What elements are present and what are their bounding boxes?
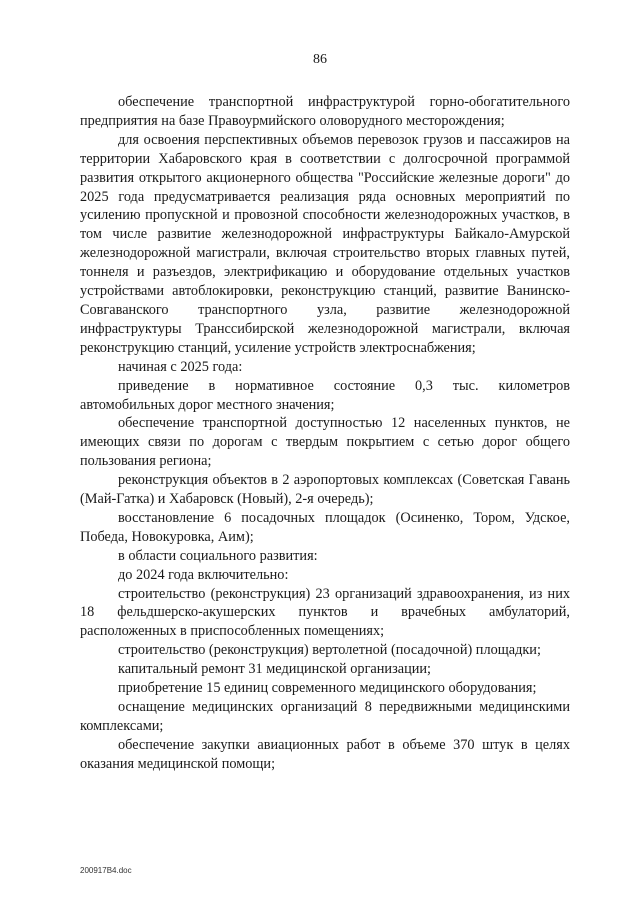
paragraph: до 2024 года включительно: (118, 566, 289, 583)
paragraph: оснащение медицинских организаций 8 передвижными медицинскими комплексами; (80, 699, 570, 734)
paragraph: строительство (реконструкция) 23 организаций здравоохранения, из них 18 фельдшерско-акушерских пунктов и врачебных амбулаторий, расположенных в приспособленных помещениях; (80, 585, 570, 640)
file-name-footer: 200917В4.doc (80, 866, 132, 875)
paragraph: начиная с 2025 года: (118, 358, 243, 375)
paragraph: капитальный ремонт 31 медицинской организации; (118, 661, 432, 678)
paragraph: реконструкция объектов в 2 аэропортовых комплексах (Советская Гавань (Май-Гатка) и Хабаровск (Новый), 2-я очередь); (80, 472, 570, 508)
paragraph: восстановление 6 посадочных площадок (Осиненко, Тором, Удское, Победа, Новокуровка, Аим); (80, 509, 570, 545)
paragraph: приобретение 15 единиц современного медицинского оборудования; (118, 680, 537, 697)
paragraph: в области социального развития: (118, 547, 318, 564)
paragraph: обеспечение транспортной доступностью 12 населенных пунктов, не имеющих связи по дорогам с твердым покрытием с сетью дорог общего пользования региона; (80, 415, 570, 470)
paragraph: обеспечение закупки авиационных работ в объеме 370 штук в целях оказания медицинской помощи; (80, 736, 570, 772)
paragraph: обеспечение транспортной инфраструктурой горно-обогатительного предприятия на базе Правоурмийского оловорудного месторождения; (80, 94, 570, 129)
paragraph: приведение в нормативное состояние 0,3 тыс. километров автомобильных дорог местного значения; (80, 377, 570, 413)
paragraph: строительство (реконструкция) вертолетной (посадочной) площадки; (118, 642, 541, 659)
document-body (80, 93, 570, 774)
page-number: 86 (313, 52, 327, 67)
paragraph: для освоения перспективных объемов перевозок грузов и пассажиров на территории Хабаровского края в соответствии с долгосрочной программой развития открытого акционерного общества "Российские железные дороги" до 2025 года предусматривается реализация ряда основных мероприятий по усилению пропускной и провозной способности железнодорожных участков, в том числе развитие железнодорожной инфраструктуры Байкало-Амурской железнодорожной магистрали, включая строительство вторых главных путей, тоннеля и разъездов, электрификацию и оборудование отдельных участков устройствами автоблокировки, реконструкцию станций, развитие Ванинско-Совгаванского транспортного узла, развитие железнодорожной инфраструктуры Транссибирской железнодорожной магистрали, включая реконструкцию станций, усиление устройств электроснабжения; (80, 131, 570, 356)
